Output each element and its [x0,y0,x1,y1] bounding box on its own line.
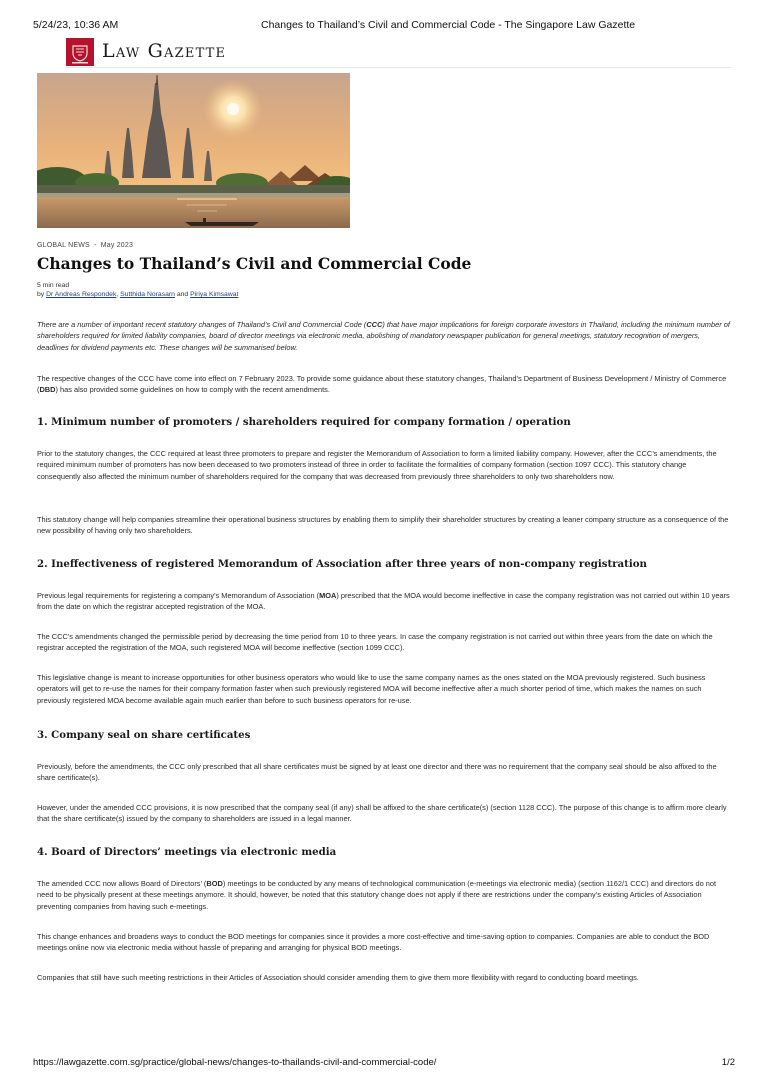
section-heading: 2. Ineffectiveness of registered Memorandum of Association after three years of non-company registration [37,558,647,570]
paragraph: This statutory change will help companies streamline their operational business structures by enabling them to simplify their shareholder structures by creating a leaner company structure as a consequence of the new possibility of having only two shareholders. [37,515,729,536]
paragraph-abbr: DBD [39,385,56,395]
intro-abbr: CCC [366,320,383,329]
site-header [66,38,731,68]
paragraph-text: ) meetings to be conducted by any means of technological communication (e-meetings via electronic media) (section 1162/1 CCC) and directors do not need to be physically present at these meetings anymore. It should, however, be noted that this statutory change does not apply if there are restrictions under the company’s existing Articles of Association preventing companies from having such e-meetings. [37,879,717,911]
paragraph: The CCC’s amendments changed the permissible period by decreasing the time period from 10 to three years. In case the company registration is not carried out within three years from the date on which the registrar accepted the registration of the MOA, such registered MOA will become ineffective (section 1099 CCC). [37,632,713,653]
meta-separator: - [94,242,97,249]
author-separator: , [116,291,119,298]
hero-image-wat-arun [37,73,350,228]
read-time: 5 min read [37,282,70,289]
author-separator: and [176,291,189,298]
section-heading: 1. Minimum number of promoters / shareholders required for company formation / operation [37,416,571,428]
byline [37,291,238,298]
article-intro [37,319,731,353]
paragraph: Companies that still have such meeting restrictions in their Articles of Association should consider amending them to give them more flexibility with regard to conducting board meetings. [37,973,639,982]
print-header [33,19,735,33]
paragraph: However, under the amended CCC provisions, it is now prescribed that the company seal (if any) shall be affixed to the share certificate(s) (section 1128 CCC). The purpose of this change is to affirm more clearly that the share certificate(s) issued by the company to shareholders are issued in a legal manner. [37,803,727,824]
intro-text: There are a number of important recent statutory changes of Thailand’s Civil and Commercial Code ( [37,320,367,329]
paragraph: This change enhances and broadens ways to conduct the BOD meetings for companies since it provides a more cost-effective and time-saving option to companies. Companies are able to conduct the BOD meetings online now via electronic media without hassle of preparing and arranging for physical BOD meetings. [37,932,710,953]
intro-text: ) that have major implications for foreign corporate investors in Thailand, including the minimum number of shareholders required for limited liability companies, board of director meetings via electronic media, abolishing of mandatory newspaper publication for general meetings, statutory recognition of mergers, deadlines for dividend payments etc. These changes will be summarised below. [37,320,730,352]
paragraph-text: ) has also provided some guidelines on how to comply with the recent amendments. [55,385,330,395]
print-footer [33,1057,735,1068]
article-meta [37,242,133,249]
paragraph-text: Previous legal requirements for registering a company’s Memorandum of Association ( [37,591,320,600]
author-link[interactable]: Dr Andreas Respondek [46,291,117,298]
paragraph: Previously, before the amendments, the CCC only prescribed that all share certificates must be signed by at least one director and there was no requirement that the company seal should be also affixed to the share certificate(s). [37,762,717,783]
paragraph [37,373,731,396]
article-category[interactable]: GLOBAL NEWS [37,242,90,249]
paragraph: This legislative change is meant to increase opportunities for other business operators who would like to use the same company names as the ones stated on the MOA previously registered. Such business operators will get to re-use the names for their company formation faster when such previously registered MOA will become ineffective after a much shorter period of time, which makes the names on such previously registered MOA become available again much earlier than before to such business operators for re-use. [37,673,706,705]
paragraph: Prior to the statutory changes, the CCC required at least three promoters to prepare and register the Memorandum of Association to form a limited liability company. However, after the CCC’s amendments, the required minimum number of promoters has now been deceased to two promoters instead of three in order to facilitate the formalities of company formation (section 1097 CCC). This statutory change consequently also affected the minimum number of shareholders required for the company that was decreased from previously three shareholders to only two shareholders now. [37,449,717,481]
paragraph-abbr: MOA [319,591,337,600]
paragraph-abbr: BOD [206,879,223,888]
paragraph [37,878,731,912]
article-date: May 2023 [100,242,134,249]
print-url: https://lawgazette.com.sg/practice/global-news/changes-to-thailands-civil-and-commercial-code/ [33,1057,437,1068]
byline-prefix: by [37,291,45,298]
article-title: Changes to Thailand’s Civil and Commercial Code [37,254,472,273]
paragraph-text: The respective changes of the CCC have come into effect on 7 February 2023. To provide some guidance about these statutory changes, Thailand’s Department of Business Development / Ministry of Commerce ( [37,374,727,395]
print-datetime: 5/24/23, 10:36 AM [33,19,119,31]
section-heading: 4. Board of Directors’ meetings via electronic media [37,846,337,858]
print-page-title: Changes to Thailand’s Civil and Commercial Code - The Singapore Law Gazette [261,19,636,31]
site-logo-text[interactable]: Law Gazette [102,40,227,62]
author-link[interactable]: Sutthida Norasarn [120,291,175,298]
law-society-crest-icon[interactable] [66,38,94,66]
paragraph-text: ) prescribed that the MOA would become ineffective in case the company registration was not carried out within 10 years from the date on which the registrar accepted registration of the MOA. [37,591,730,612]
section-heading: 3. Company seal on share certificates [37,729,251,741]
author-link[interactable]: Piriya Kimsawat [190,291,239,298]
paragraph-text: The amended CCC now allows Board of Directors’ ( [37,879,207,888]
paragraph [37,590,731,613]
print-page-number: 1/2 [721,1057,735,1068]
